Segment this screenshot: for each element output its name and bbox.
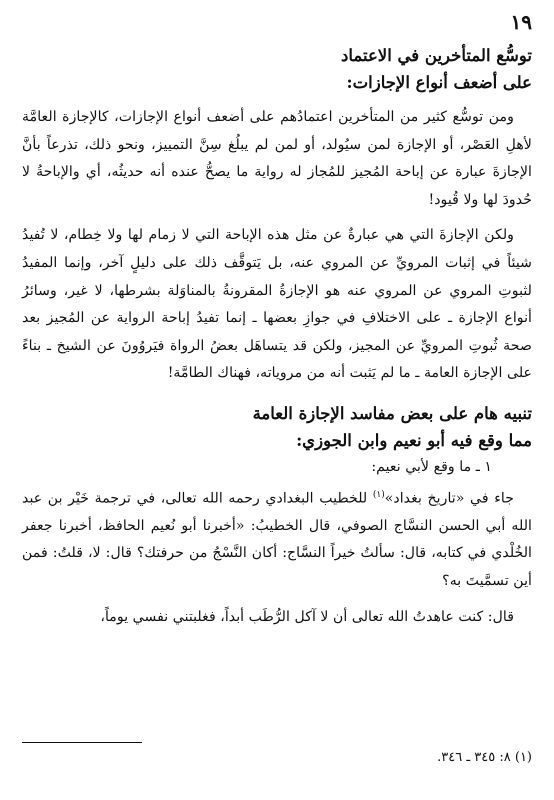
paragraph-text-rest: للخطيب البغدادي رحمه الله تعالى، في ترجمة خَيْر بن عبد الله أبي الحسن النسَّاج الصوفي، قال الخطيبُ: «أخبرنا أبو نُعيم الحافظ، أخبرنا جعفر الخُلْدي في كتابه، قال: سألتُ خيراً النسَّاج: أكان النَّسْجُ من حرفتك؟ قال: لا، قلتُ: فمن أين تسمَّيتَ به؟	[22, 490, 532, 590]
paragraph-text-start: جاء في «تاريخ بغداد»	[384, 490, 514, 507]
footnote-reference: (١)	[372, 489, 385, 500]
footnote-divider	[22, 742, 142, 743]
paragraph-ijaza-explanation: ولكن الإجازةَ التي هي عبارةٌ عن مثل هذه الإباحة التي لا زمام لها ولا خِطام، لا تُفيدُ شيئاً في إثبات المرويِّ عن المروي عنه، بل يَتوقَّف ذلك على دليلٍ آخر، وإنما المفيدُ لثبوتِ المروي عن المروي عنه هو الإجازةُ المقرونةُ بالمناوَلة بشرطها، لا غير، وسائرُ أنواع الإجازة ـ على الاختلافِ في جوازِ بعضها ـ إنما تفيدُ إباحة الرواية عن المُجيز بعد صحة ثُبوتِ المرويِّ عن المجيز، ولكن قد يتساهَل بعضُ الرواة فيَروُونَ عن الشيخ ـ بناءً على الإجازة العامة ـ ما لم يَثبت أنه من مروياته، فهناك الطامَّة!	[22, 227, 532, 382]
paragraph-covenant: قال: كنت عاهدتُ الله تعالى أن لا آكل الرُّطَب أبداً، فغلبتني نفسي يوماً،	[100, 608, 514, 625]
paragraph-expansion: ومن توسُّع كثير من المتأخرين اعتمادُهم على أضعف أنواع الإجازات، كالإجازة العامَّة لأهلِ العَصْر، أو الإجازة لمن سيُولد، أو لمن لم يبلُغ سِنَّ التمييز، ونحو ذلك، تذرعاً بأنَّ الإجازةَ عبارة عن إباحة المُجيز للمُجاز له رواية ما يصحُّ عنده أنه حديثُه، أي والإباحةُ لا حُدودَ لها ولا قُيود!	[22, 109, 532, 208]
section-subheading-abu-nuaym: مما وقع فيه أبو نعيم وابن الجوزي:	[296, 430, 532, 450]
spacer	[22, 596, 532, 604]
section-subheading-weakest: على أضعف أنواع الإجازات:	[346, 73, 532, 92]
footnote: (١) ٨: ٣٤٥ ـ ٣٤٦.	[437, 750, 532, 765]
page-number: ١٩	[510, 10, 532, 34]
section-heading-expansion: توسُّع المتأخرين في الاعتماد	[341, 46, 532, 65]
section-heading-warning: تنبيه هام على بعض مفاسد الإجازة العامة	[252, 403, 532, 423]
spacer	[22, 214, 532, 222]
spacer	[22, 388, 532, 400]
page-body	[22, 42, 532, 631]
spacer	[22, 96, 532, 104]
paragraph-tarikh-baghdad	[22, 482, 532, 596]
list-item-abu-nuaym: ١ ـ ما وقع لأبي نعيم:	[371, 458, 492, 475]
